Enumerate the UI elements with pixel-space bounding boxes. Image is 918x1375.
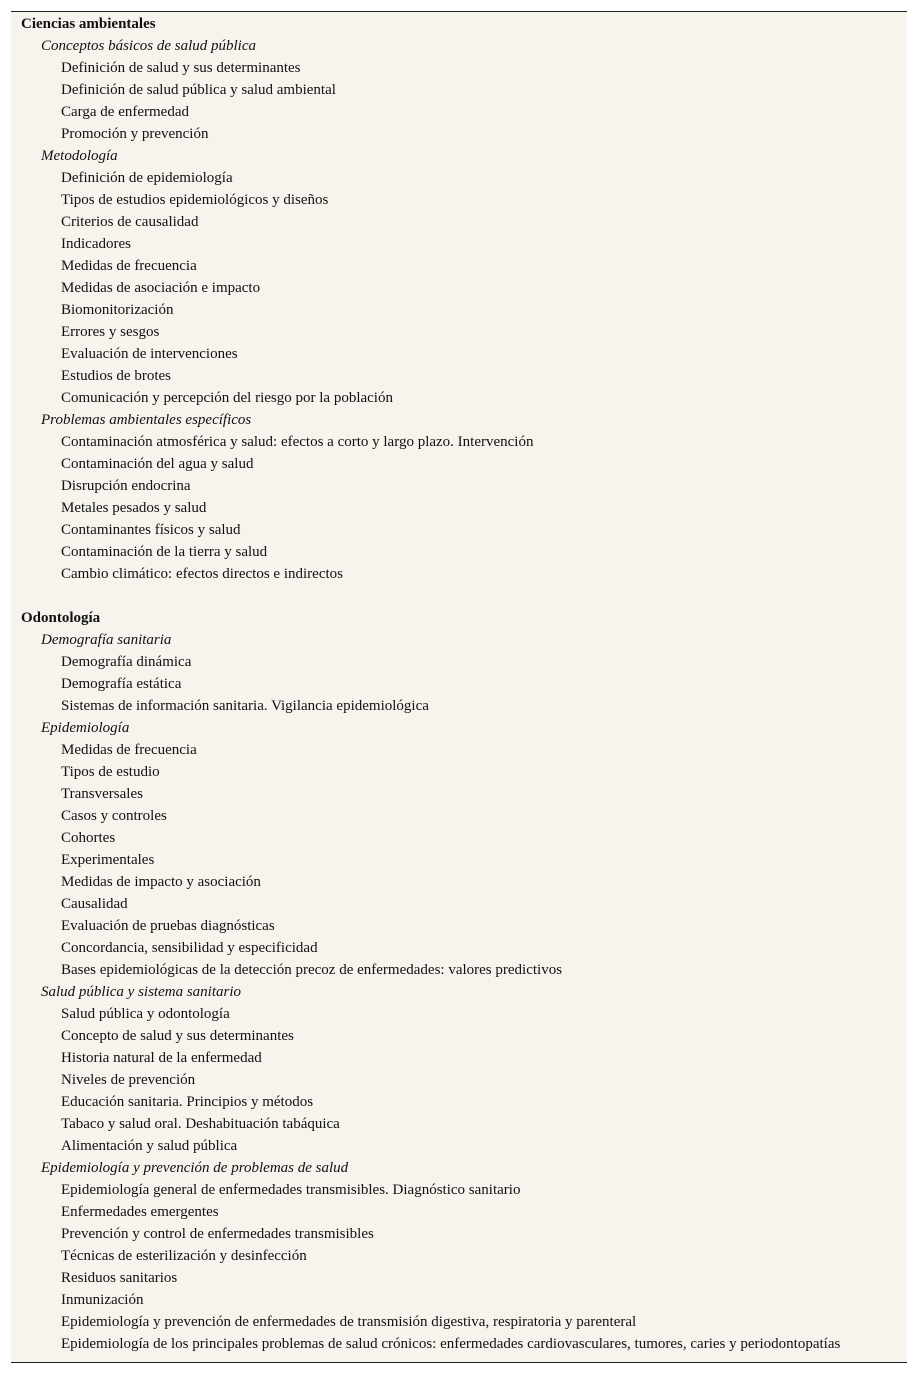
topic-item: Contaminantes físicos y salud bbox=[61, 522, 241, 538]
topic-item: Epidemiología de los principales problemas de salud crónicos: enfermedades cardiovasculares, tumores, caries y periodontopatías bbox=[61, 1336, 841, 1352]
topic-item: Contaminación de la tierra y salud bbox=[61, 544, 268, 560]
topic-item: Medidas de impacto y asociación bbox=[61, 874, 261, 890]
topic-item: Medidas de frecuencia bbox=[61, 742, 197, 758]
topic-item: Contaminación del agua y salud bbox=[61, 456, 254, 472]
topic-item: Medidas de frecuencia bbox=[61, 258, 197, 274]
topic-item: Niveles de prevención bbox=[61, 1072, 196, 1088]
topic-item: Criterios de causalidad bbox=[61, 214, 199, 230]
subsection-title: Problemas ambientales específicos bbox=[41, 412, 252, 428]
topic-item: Transversales bbox=[61, 786, 143, 802]
topic-item: Historia natural de la enfermedad bbox=[61, 1050, 262, 1066]
topic-item: Técnicas de esterilización y desinfección bbox=[61, 1248, 307, 1264]
topic-item: Concordancia, sensibilidad y especificidad bbox=[61, 940, 318, 956]
topic-item: Disrupción endocrina bbox=[61, 478, 191, 494]
subsection-title: Metodología bbox=[41, 148, 118, 164]
topic-item: Promoción y prevención bbox=[61, 126, 209, 142]
topic-item: Educación sanitaria. Principios y métodos bbox=[61, 1094, 314, 1110]
topic-item: Metales pesados y salud bbox=[61, 500, 207, 516]
topic-item: Evaluación de pruebas diagnósticas bbox=[61, 918, 275, 934]
topic-item: Epidemiología general de enfermedades transmisibles. Diagnóstico sanitario bbox=[61, 1182, 521, 1198]
topic-item: Demografía dinámica bbox=[61, 654, 192, 670]
topic-item: Tipos de estudio bbox=[61, 764, 160, 780]
subsection-title: Conceptos básicos de salud pública bbox=[41, 38, 256, 54]
syllabus-table bbox=[11, 11, 907, 1363]
topic-item: Salud pública y odontología bbox=[61, 1006, 230, 1022]
topic-item: Causalidad bbox=[61, 896, 128, 912]
topic-item: Sistemas de información sanitaria. Vigilancia epidemiológica bbox=[61, 698, 429, 714]
topic-item: Estudios de brotes bbox=[61, 368, 171, 384]
subsection-title: Epidemiología y prevención de problemas de salud bbox=[41, 1160, 349, 1176]
topic-item: Alimentación y salud pública bbox=[61, 1138, 238, 1154]
topic-item: Definición de salud pública y salud ambiental bbox=[61, 82, 336, 98]
subsection-title: Demografía sanitaria bbox=[41, 632, 172, 648]
topic-item: Medidas de asociación e impacto bbox=[61, 280, 261, 296]
subsection-title: Salud pública y sistema sanitario bbox=[41, 984, 241, 1000]
topic-item: Tipos de estudios epidemiológicos y diseños bbox=[61, 192, 329, 208]
topic-item: Cohortes bbox=[61, 830, 116, 846]
topic-item: Cambio climático: efectos directos e indirectos bbox=[61, 566, 343, 582]
topic-item: Errores y sesgos bbox=[61, 324, 160, 340]
section-spacer bbox=[11, 585, 907, 607]
topic-item: Comunicación y percepción del riesgo por la población bbox=[61, 390, 393, 406]
topic-item: Demografía estática bbox=[61, 676, 182, 692]
topic-item: Tabaco y salud oral. Deshabituación tabáquica bbox=[61, 1116, 340, 1132]
topic-item: Epidemiología y prevención de enfermedades de transmisión digestiva, respiratoria y parenteral bbox=[61, 1314, 637, 1330]
topic-item: Evaluación de intervenciones bbox=[61, 346, 238, 362]
subsection-title: Epidemiología bbox=[41, 720, 130, 736]
topic-item: Contaminación atmosférica y salud: efectos a corto y largo plazo. Intervención bbox=[61, 434, 534, 450]
section-title: Odontología bbox=[21, 610, 101, 626]
section-title: Ciencias ambientales bbox=[21, 16, 156, 32]
topic-item: Concepto de salud y sus determinantes bbox=[61, 1028, 294, 1044]
topic-item: Prevención y control de enfermedades transmisibles bbox=[61, 1226, 374, 1242]
topic-item: Inmunización bbox=[61, 1292, 144, 1308]
topic-item: Residuos sanitarios bbox=[61, 1270, 178, 1286]
topic-item: Enfermedades emergentes bbox=[61, 1204, 219, 1220]
topic-item: Bases epidemiológicas de la detección precoz de enfermedades: valores predictivos bbox=[61, 962, 563, 978]
topic-item: Definición de salud y sus determinantes bbox=[61, 60, 301, 76]
topic-item: Definición de epidemiología bbox=[61, 170, 233, 186]
topic-item: Indicadores bbox=[61, 236, 131, 252]
topic-item: Carga de enfermedad bbox=[61, 104, 189, 120]
topic-item: Biomonitorización bbox=[61, 302, 174, 318]
topic-item: Experimentales bbox=[61, 852, 155, 868]
topic-item: Casos y controles bbox=[61, 808, 167, 824]
syllabus-content bbox=[11, 13, 907, 1355]
